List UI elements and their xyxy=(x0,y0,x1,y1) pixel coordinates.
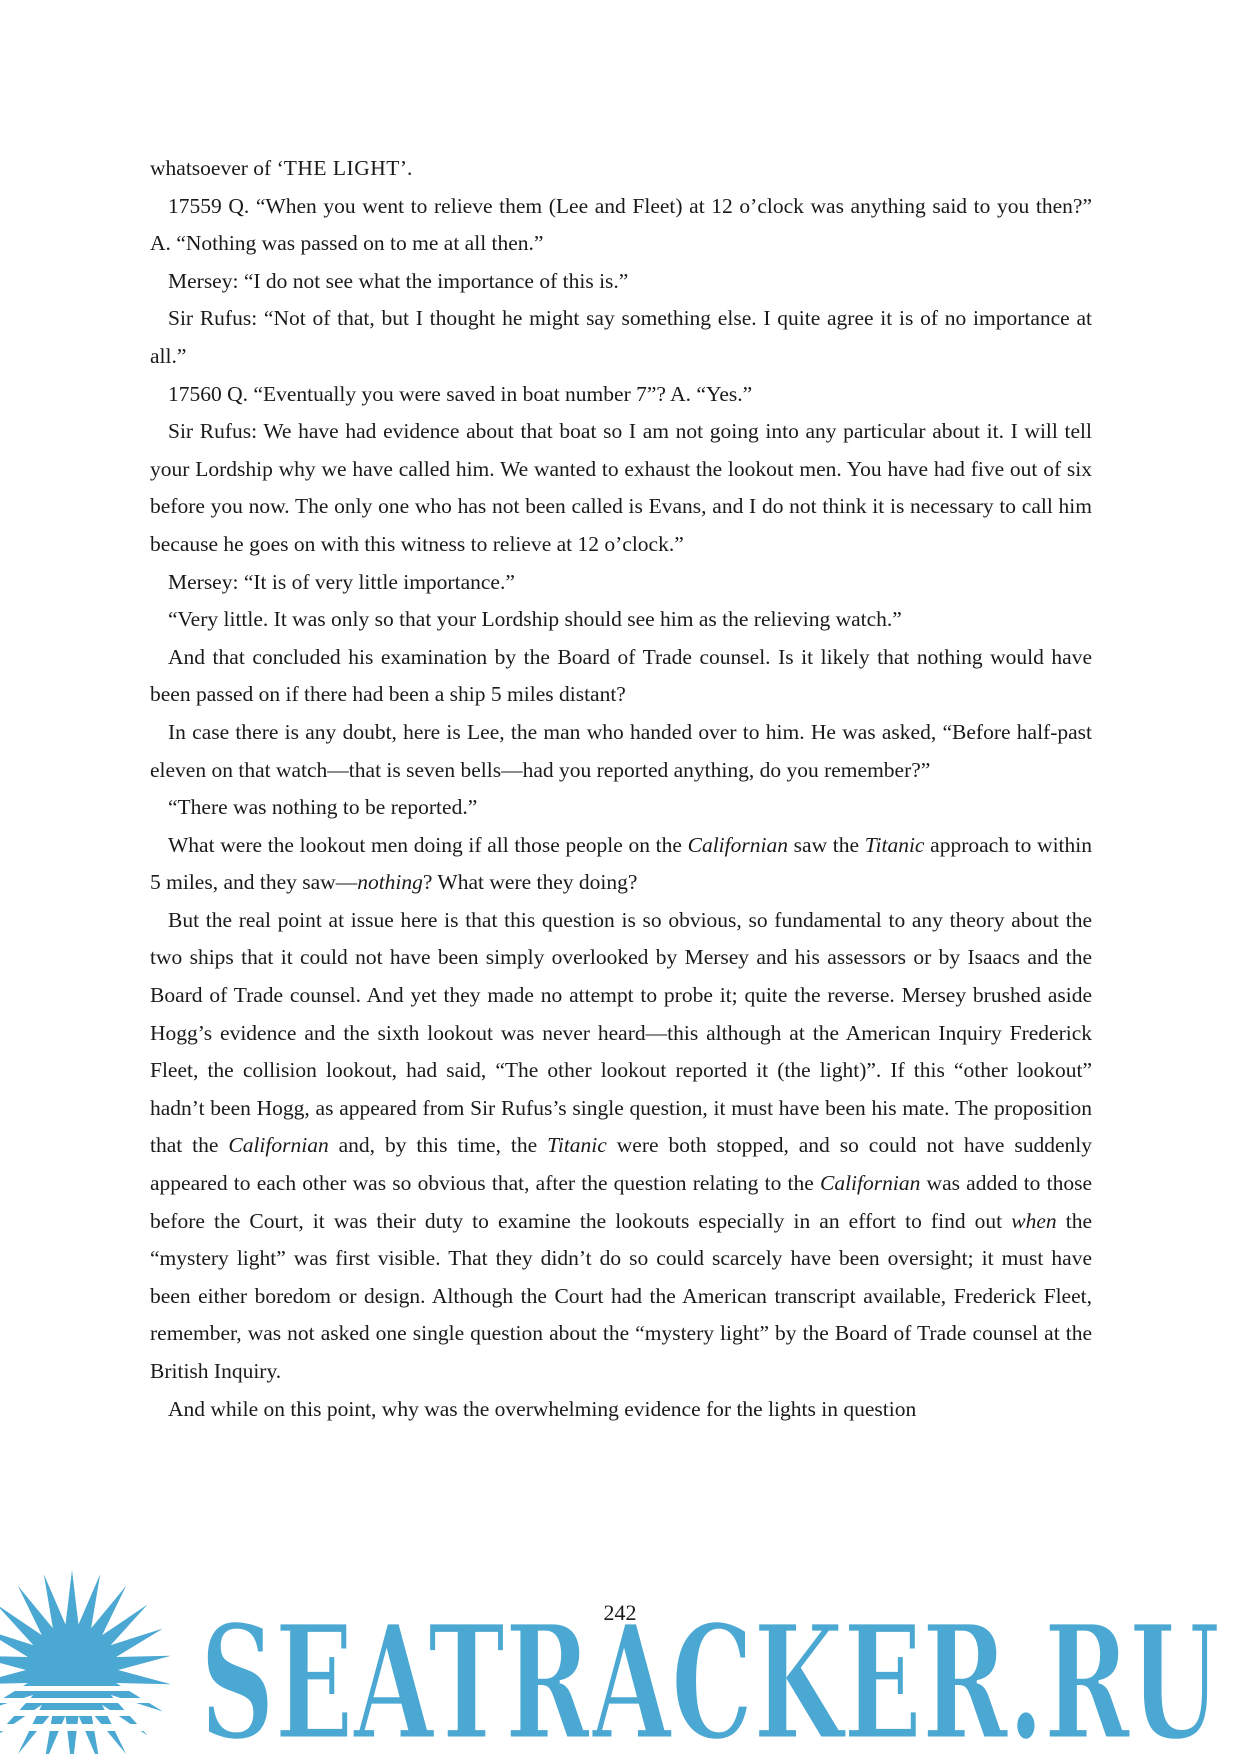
paragraph: 17560 Q. “Eventually you were saved in boat number 7”? A. “Yes.” xyxy=(168,381,753,406)
paragraph: “Very little. It was only so that your Lordship should see him as the relieving watch.” xyxy=(168,607,902,632)
paragraph: In case there is any doubt, here is Lee, the man who handed over to him. He was asked, “Before half-past eleven on that watch—that is seven bells—had you reported anything, do you remember?” xyxy=(150,719,1092,782)
paragraph: And while on this point, why was the overwhelming evidence for the lights in question xyxy=(168,1396,917,1421)
watermark xyxy=(0,1570,1240,1754)
paragraph: And that concluded his examination by the Board of Trade counsel. Is it likely that nothing would have been passed on if there had been a ship 5 miles distant? xyxy=(150,644,1092,707)
paragraph: What were the lookout men doing if all those people on the Californian saw the Titanic approach to within 5 miles, and they saw—nothing? What were they doing? xyxy=(150,832,1092,895)
watermark-text: SEATRACKER.RU xyxy=(200,1591,1220,1754)
paragraph: Sir Rufus: We have had evidence about that boat so I am not going into any particular about it. I will tell your Lordship why we have called him. We wanted to exhaust the lookout men. You have had five out of six before you now. The only one who has not been called is Evans, and I do not think it is necessary to call him because he goes on with this witness to relieve at 12 o’clock.” xyxy=(150,419,1092,556)
body-text xyxy=(150,150,1092,1428)
paragraph: Mersey: “I do not see what the importance of this is.” xyxy=(168,268,629,293)
paragraph: 17559 Q. “When you went to relieve them (Lee and Fleet) at 12 o’clock was anything said to you then?” A. “Nothing was passed on to me at all then.” xyxy=(150,193,1092,256)
paragraph: Mersey: “It is of very little importance.” xyxy=(168,569,515,594)
sun-logo-icon xyxy=(0,1570,171,1754)
paragraph: Sir Rufus: “Not of that, but I thought he might say something else. I quite agree it is of no importance at all.” xyxy=(150,306,1092,368)
page-number: 242 xyxy=(603,1600,637,1625)
paragraph: “There was nothing to be reported.” xyxy=(168,795,478,820)
paragraph: whatsoever of ‘THE LIGHT’. xyxy=(150,156,413,180)
paragraph: But the real point at issue here is that this question is so obvious, so fundamental to any theory about the two ships that it could not have been simply overlooked by Mersey and his assessors or by Isaacs and the Board of Trade counsel. And yet they made no attempt to probe it; quite the reverse. Mersey brushed aside Hogg’s evidence and the sixth lookout was never heard—this although at the American Inquiry Frederick Fleet, the collision lookout, had said, “The other lookout reported it (the light)”. If this “other lookout” hadn’t been Hogg, as appeared from Sir Rufus’s single question, it must have been his mate. The proposition that the Californian and, by this time, the Titanic were both stopped, and so could not have suddenly appeared to each other was so obvious that, after the question relating to the Californian was added to those before the Court, it was their duty to examine the lookouts especially in an effort to find out when the “mystery light” was first visible. That they didn’t do so could scarcely have been oversight; it must have been either boredom or design. Although the Court had the American transcript available, Frederick Fleet, remember, was not asked one single question about the “mystery light” by the Board of Trade counsel at the British Inquiry. xyxy=(150,907,1092,1383)
